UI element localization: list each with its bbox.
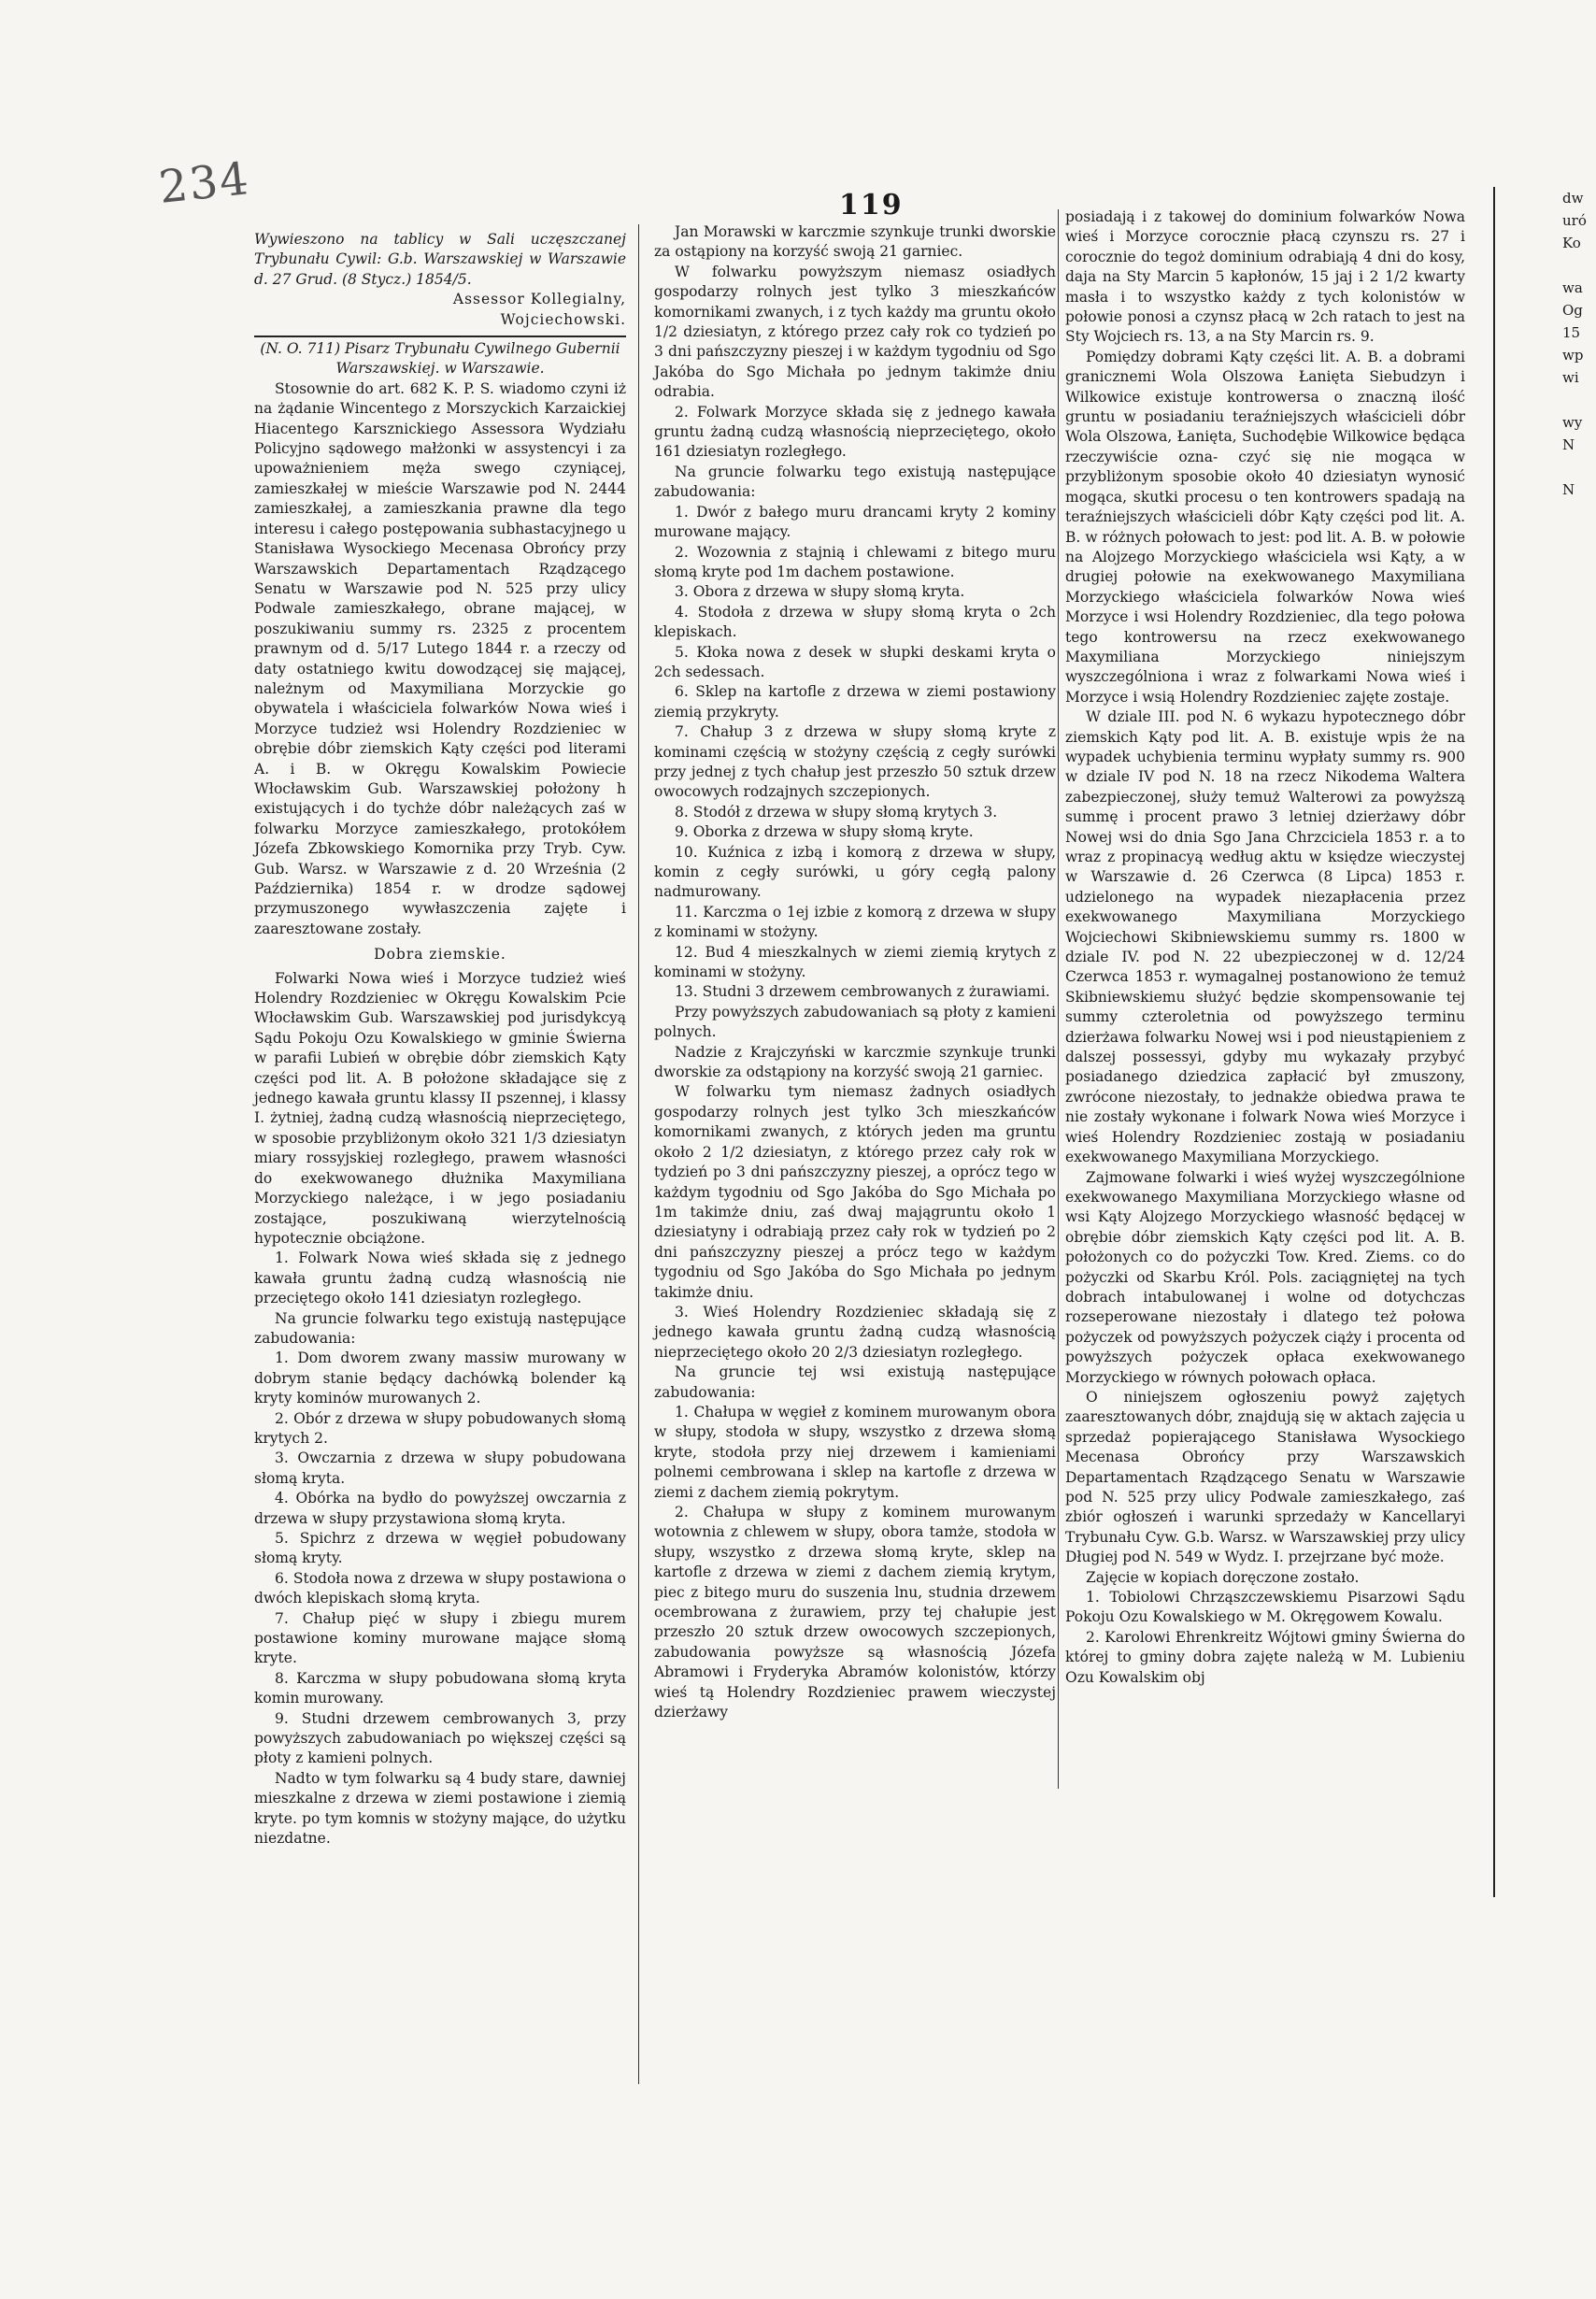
- column-divider: [1058, 209, 1059, 1789]
- list-item: 9. Oborka z drzewa w słupy słomą kryte.: [675, 823, 974, 841]
- fragment-line: wa: [1562, 279, 1583, 296]
- section-heading: Dobra ziemskie.: [374, 946, 506, 964]
- paragraph: Folwarki Nowa wieś i Morzyce tudzież wieś Holendry Rozdzieniec w Okręgu Kowalskim Pcie Włocławskim Gub. Warszawskiej pod jurisdykcyą Sądu Pokoju Ozu Kowalskiego w gminie Świerna w parafii Lubień w obrębie dóbr ziemskich Kąty części pod lit. A. B położone składające się z jednego kawała gruntu klassy II pszennej, i klassy I. żytniej, żadną cudzą własnością nieprzeciętego, w sposobie przybliżonym około 321 1/3 dziesiatyn miary rossyjskiej rozległego, prawem własności do exekwowanego dłużnika Maxymiliana Morzyckiego należące, i w jego posiadaniu zostające, poszukiwaną wierzytelnością hypotecznie obciążone.: [254, 969, 626, 1247]
- handwritten-page-number: 234: [156, 152, 253, 214]
- fragment-line: wy: [1562, 414, 1583, 431]
- column-divider: [638, 224, 639, 2084]
- list-item: 11. Karczma o 1ej izbie z komorą z drzewa w słupy z kominami w stożyny.: [654, 903, 1056, 941]
- fragment-line: N: [1562, 436, 1575, 453]
- fragment-line: [1562, 456, 1596, 478]
- paragraph: posiadają i z takowej do dominium folwarków Nowa wieś i Morzyce corocznie płacą czynszu rs. 27 i corocznie do tegoż dominium odrabiają 4 dni do kosy, daja na Sty Marcin 5 kapłonów, 15 jaj i 2 1/2 kwarty masła i to wszystko każdy z tych kolonistów w połowie ponosi a czynsz płacą w 2ch ratach to jest na Sty Wojciech rs. 13, a na Sty Marcin rs. 9.: [1065, 208, 1465, 346]
- text-column-4-fragment: [1562, 187, 1596, 501]
- list-item: 7. Chałup 3 z drzewa w słupy słomą kryte z kominami częścią w stożyny częścią z cegły surówki przy jednej z tych chałup jest przeszło 50 sztuk drzew owocowych rodzajnych szczepionych.: [654, 723, 1056, 801]
- list-item: 2. Obór z drzewa w słupy pobudowanych słomą krytych 2.: [254, 1409, 626, 1447]
- list-item: 8. Karczma w słupy pobudowana słomą kryta komin murowany.: [254, 1669, 626, 1707]
- paragraph: W dziale III. pod N. 6 wykazu hypotecznego dóbr ziemskich Kąty pod lit. A. B. existuje wpis że na wypadek uchybienia terminu wypłaty summy rs. 900 w dziale IV pod N. 18 na rzecz Nikodema Waltera zabezpieczonej, służy temuż Walterowi za powyższą summę i procent prawo 3 letniej dzierżawy dóbr Nowej wsi do dnia Sgo Jana Chrzciciela 1853 r. a to wraz z propinacyą według aktu w księdze wieczystej w Warszawie d. 26 Czerwca (8 Lipca) 1853 r. udzielonego na wypadek niezapłacenia przez exekwowanego Maxymiliana Morzyckiego Wojciechowi Skibniewskiemu summy rs. 1800 w dziale IV. pod N. 22 ubezpieczonej w d. 12/24 Czerwca 1853 r. wymagalnej postanowiono że temuż Skibniewskiemu służyć będzie skompensowanie tej summy czteroletnia od powyższego terminu dzierżawa folwarku Nowej wsi i pod nieustąpieniem z dalszej possessyi, gdyby mu wykazały przybyć posiadanego dziedzica zapłacić był zmuszony, zwrócone niezostały, to jednakże obiedwa prawa te nie zostały wykonane i folwark Nowa wieś Morzyce i wieś Holendry Rozdzieniec zostają w posiadaniu exekwowanego Maxymiliana Morzyckiego.: [1065, 708, 1465, 1166]
- paragraph: Nadzie z Krajczyński w karczmie szynkuje trunki dworskie za odstąpiony na korzyść swoją 21 garniec.: [654, 1043, 1056, 1081]
- fragment-line: uró: [1562, 212, 1587, 229]
- list-item: 1. Dwór z bałego muru drancami kryty 2 kominy murowane mający.: [654, 503, 1056, 541]
- list-item: 5. Kłoka nowa z desek w słupki deskami kryta o 2ch sedessach.: [654, 643, 1056, 680]
- list-item: 1. Dom dworem zwany massiw murowany w dobrym stanie będący dachówką bolender ką kryty kominów murowanych 2.: [254, 1349, 626, 1407]
- paragraph: Zajmowane folwarki i wieś wyżej wyszczególnione exekwowanego Maxymiliana Morzyckiego własne od wsi Kąty Alojzego Morzyckiego własność będącej w obrębie dóbr ziemskich Kąty części pod lit. A. B. położonych co do pożyczki Tow. Kred. Ziems. co do pożyczki od Skarbu Król. Pols. zaciągniętej na tych dobrach intabulowanej i wolne od dotychczas rozseperowane niezostały i dlatego też połowa pożyczek od powyższych pożyczek ciąży i procenta od powyższych pożyczek opłaca exekwowanego Morzyckiego w równych połowach opłaca.: [1065, 1168, 1465, 1386]
- paragraph: Jan Morawski w karczmie szynkuje trunki dworskie za ostąpiony na korzyść swoją 21 garniec.: [654, 223, 1056, 261]
- page-number: 119: [839, 189, 904, 221]
- text-column-2: [654, 222, 1056, 1722]
- assessor-label: Assessor Kollegialny,: [452, 291, 626, 308]
- paragraph: 3. Wieś Holendry Rozdzieniec składają się z jednego kawała gruntu żadną cudzą własnością nieprzeciętego około 20 2/3 dziesiatyn rozległego.: [654, 1303, 1056, 1361]
- paragraph: W folwarku tym niemasz żadnych osiadłych gospodarzy rolnych jest tylko 3ch mieszkańców komornikami zwanych, z których jeden ma gruntu około 2 1/2 dziesiatyn, z którego przez cały rok w tydzień po 3 dni pańszczyzny pieszej, a oprócz tego w każdym tygodniu od Sgo Jakóba do Sgo Michała po 1m takimże dniu, zaś dwaj majągruntu około 1 dziesiatyny i odrabiają przez cały rok w tydzień po 2 dni pańszczyzny pieszej a prócz tego w każdym tygodniu od Sgo Jakóba do Sgo Michała po jednym takimże dniu.: [654, 1083, 1056, 1301]
- assessor-name: Wojciechowski.: [500, 310, 626, 328]
- list-item: 1. Chałupa w węgieł z kominem murowanym obora w słupy, stodoła w słupy, wszystko z drzewa słomą kryte, stodoła przy niej drzewem i kamieniami polnemi cembrowana i sklep na kartofle z drzewa w ziemi z dachem ziemią pokrytym.: [654, 1403, 1056, 1501]
- paragraph: Pomiędzy dobrami Kąty części lit. A. B. a dobrami granicznemi Wola Olszowa Łanięta Siebudzyn i Wilkowice existuje kontrowersa o znaczną ilość gruntu w posiadaniu teraźniejszych właścicieli dóbr Wola Olszowa, Łanięta, Suchodębie Wilkowice będąca rzeczywiście ozna- czyć się nie mogąca w przybliżonym sposobie około 40 dziesiatyn wynosić mogąca, skutki procesu o ten kontrowers spadają na teraźniejszych właścicieli dóbr Kąty części pod lit. A. B. w różnych połowach to jest: pod lit. A. B. w połowie na Alojzego Morzyckiego właściciela wsi Kąty, a w drugiej połowie na exekwowanego Maxymiliana Morzyckiego właściciela folwarków Nowa wieś Morzyce i wsi Holendry Rozdzieniec, dla tego połowa tego kontrowersu na rzecz exekwowanego Maxymiliana Morzyckiego niniejszym wyszczególniona i wraz z folwarkami Nowa wieś i Morzyce i wsią Holendry Rozdzieniec zajęte zostaje.: [1065, 348, 1465, 706]
- paragraph: Zajęcie w kopiach doręczone zostało.: [1086, 1568, 1360, 1586]
- text-column-3: [1065, 207, 1465, 1688]
- list-item: 3. Owczarnia z drzewa w słupy pobudowana słomą kryta.: [254, 1449, 626, 1487]
- list-item: 12. Bud 4 mieszkalnych w ziemi ziemią krytych z kominami w stożyny.: [654, 943, 1056, 981]
- fragment-line: [1562, 389, 1596, 411]
- list-item: 4. Stodoła z drzewa w słupy słomą kryta o 2ch klepiskach.: [654, 603, 1056, 641]
- list-item: 2. Wozownia z stajnią i chlewami z bitego muru słomą kryte pod 1m dachem postawione.: [654, 543, 1056, 580]
- list-item: 13. Studni 3 drzewem cembrowanych z żurawiami.: [675, 983, 1050, 1001]
- paragraph: Na gruncie folwarku tego existują następujące zabudowania:: [654, 463, 1056, 501]
- paragraph: Przy powyższych zabudowaniach są płoty z kamieni polnych.: [654, 1003, 1056, 1041]
- fragment-line: Ko: [1562, 235, 1581, 251]
- list-item: Nadto w tym folwarku są 4 budy stare, dawniej mieszkalne z drzewa w ziemi postawione i ziemią kryte. po tym komnis w stożyny mające, do użytku niezdatne.: [254, 1769, 626, 1848]
- fragment-line: wp: [1562, 347, 1584, 364]
- list-item: 5. Spichrz z drzewa w węgieł pobudowany słomą kryty.: [254, 1530, 626, 1567]
- paragraph: Stosownie do art. 682 K. P. S. wiadomo czyni iż na żądanie Wincentego z Morszyckich Karzaickiej Hiacentego Karsznickiego Assessora Wydziału Policyjno sądowego małżonki w assystencyi i za upoważnieniem męża swego czyniącej, zamieszkałej w mieście Warszawie pod N. 2444 zamieszkałej, a zamieszkania prawne dla tego interesu i całego postępowania subhastacyjnego u Stanisława Wysockiego Mecenasa Obrońcy przy Warszawskich Departamentach Rządzącego Senatu w Warszawie pod N. 525 przy ulicy Podwale zamieszkałego, obrane mającej, w poszukiwaniu summy rs. 2325 z procentem prawnym od d. 5/17 Lutego 1844 r. a rzeczy od daty ostatniego kwitu dowodzącej się mającej, należnym od Maxymiliana Morzyckie go obywatela i właściciela folwarków Nowa wieś i Morzyce tudzież wsi Holendry Rozdzieniec w obrębie dóbr ziemskich Kąty części pod literami A. i B. w Okręgu Kowalskim Powiecie Włocławskim Gub. Warszawskiej położony h existujących i do tychże dóbr należących zaś w folwarku Morzyce zamieszkałego, protokółem Józefa Zbkowskiego Komornika przy Tryb. Cyw. Gub. Warsz. w Warszawie z d. 20 Września (2 Października) 1854 r. w drodze sądowej przymuszonego wywłaszczenia zajęte i zaaresztowane zostały.: [254, 379, 626, 937]
- column-divider: [1493, 187, 1495, 1897]
- fragment-line: [1562, 254, 1596, 277]
- list-item: 1. Tobiolowi Chrząszczewskiemu Pisarzowi Sądu Pokoju Ozu Kowalskiego w M. Okręgowem Kowalu.: [1065, 1589, 1465, 1626]
- list-item: 2. Chałupa w słupy z kominem murowanym wotownia z chlewem w słupy, obora tamże, stodoła w słupy, wszystko z drzewa słomą kryte, sklep na kartofle z drzewa w ziemi z dachem ziemią krytym, piec z bitego muru do suszenia lnu, studnia drzewem ocembrowana z żurawiem, przy tej chałupie jest przeszło 20 sztuk drzew owocowych szczepionych, zabudowania powyższe są własnością Józefa Abramowi i Fryderyka Abramów kolonistów, którzy wieś tą Holendry Rozdzieniec prawem wieczystej dzierżawy: [654, 1504, 1056, 1721]
- list-item: 7. Chałup pięć w słupy i zbiegu murem postawione kominy murowane mające słomą kryte.: [254, 1609, 626, 1667]
- paragraph: 2. Folwark Morzyce składa się z jednego kawała gruntu żadną cudzą własnością nieprzeciętego, około 161 dziesiatyn rozległego.: [654, 403, 1056, 461]
- paragraph: W folwarku powyższym niemasz osiadłych gospodarzy rolnych jest tylko 3 mieszkańców komornikami zwanych, i z tych każdy ma gruntu około 1/2 dziesiatyn, z którego przez cały rok co tydzień po 3 dni pańszczyzny pieszej i w każdym tygodniu od Sgo Jakóba do Sgo Michała po jednym takimże dniu odrabia.: [654, 263, 1056, 401]
- fragment-line: dw: [1562, 190, 1584, 207]
- list-item: 9. Studni drzewem cembrowanych 3, przy powyższych zabudowaniach po większej części są płoty z kamieni polnych.: [254, 1709, 626, 1767]
- fragment-line: N: [1562, 481, 1575, 498]
- fragment-line: 15: [1562, 324, 1581, 341]
- paragraph: O niniejszem ogłoszeniu powyż zajętych zaaresztowanych dóbr, znajdują się w aktach zajęcia u sprzedaż popierającego Stanisława Wysockiego Mecenasa Obrońcy przy Warszawskich Departamentach Rządzącego Senatu w Warszawie pod N. 525 przy ulicy Podwale zamieszkałego, zaś zbiór ogłoszeń i warunki sprzedaży w Kancellaryi Trybunału Cyw. G.b. Warsz. w Warszawskiej przy ulicy Długiej pod N. 549 w Wydz. I. przejrzane być może.: [1065, 1388, 1465, 1566]
- list-item: 10. Kuźnica z izbą i komorą z drzewa w słupy, komin z cegły surówki, u góry cegłą palony nadmurowany.: [654, 843, 1056, 901]
- list-item: 3. Obora z drzewa w słupy słomą kryta.: [675, 583, 965, 601]
- fragment-line: wi: [1562, 369, 1579, 386]
- fragment-line: Og: [1562, 302, 1583, 319]
- list-item: 6. Sklep na kartofle z drzewa w ziemi postawiony ziemią przykryty.: [654, 683, 1056, 721]
- list-item: 2. Karolowi Ehrenkreitz Wójtowi gminy Świerna do której to gminy dobra zajęte należą w M. Lubieniu Ozu Kowalskim obj: [1065, 1628, 1465, 1686]
- posting-notice: Wywieszono na tablicy w Sali uczęszczanej Trybunału Cywil: G.b. Warszawskiej w Warszawie d. 27 Grud. (8 Stycz.) 1854/5.: [254, 231, 626, 288]
- list-item: 4. Obórka na bydło do powyższej owczarnia z drzewa w słupy przystawiona słomą kryta.: [254, 1490, 626, 1527]
- list-item: 8. Stodół z drzewa w słupy słomą krytych 3.: [675, 803, 998, 821]
- case-title: (N. O. 711) Pisarz Trybunału Cywilnego Gubernii Warszawskiej. w Warszawie.: [254, 336, 626, 379]
- list-item: 6. Stodoła nowa z drzewa w słupy postawiona o dwóch klepiskach słomą kryta.: [254, 1569, 626, 1607]
- paragraph: Na gruncie tej wsi existują następujące zabudowania:: [654, 1364, 1056, 1401]
- paragraph: 1. Folwark Nowa wieś składa się z jednego kawała gruntu żadną cudzą własnością nie przeciętego około 141 dziesiatyn rozległego.: [254, 1249, 626, 1307]
- paragraph: Na gruncie folwarku tego existują następujące zabudowania:: [254, 1309, 626, 1347]
- text-column-1: [254, 230, 626, 1849]
